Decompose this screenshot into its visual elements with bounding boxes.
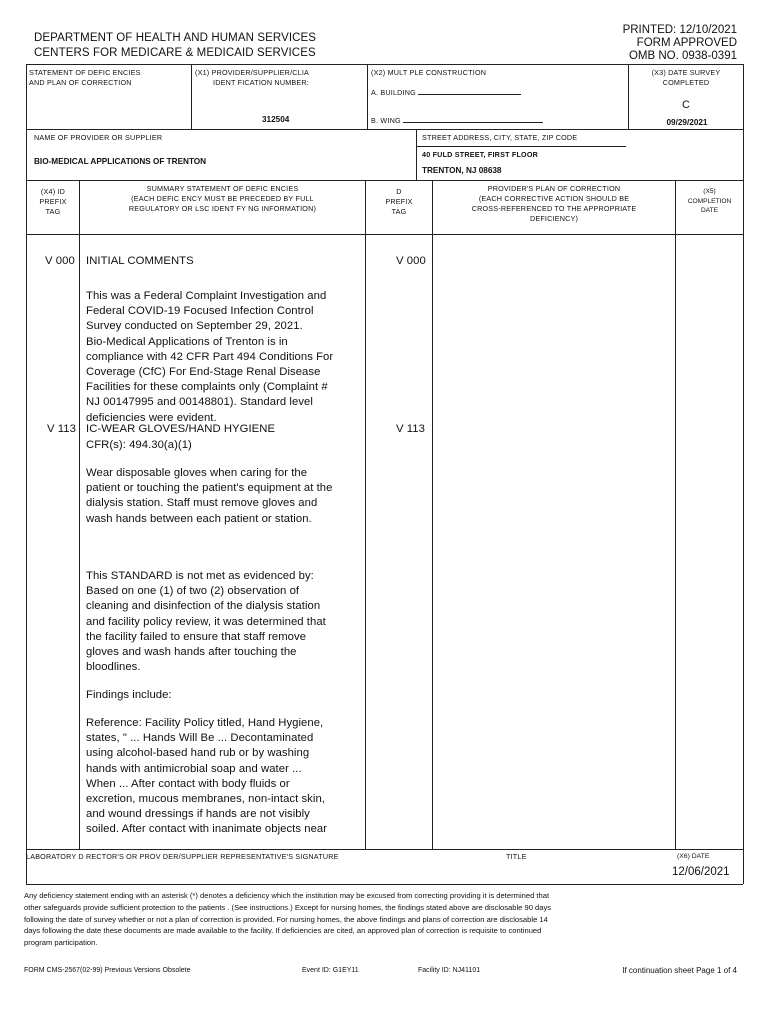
x5-header: (X5) COMPLETION DATE	[687, 188, 732, 214]
department-line: DEPARTMENT OF HEALTH AND HUMAN SERVICES	[34, 32, 317, 44]
tag-v000-left: V 000	[45, 255, 75, 267]
summary-header: SUMMARY STATEMENT OF DEFIC ENCIES (EACH DEFIC ENCY MUST BE PRECEDED BY FULL REGULATORY OR LSC IDENT FY NG INFORMATION)	[128, 184, 317, 213]
grid-line	[79, 180, 80, 849]
x2-label: (X2) MULT PLE CONSTRUCTION	[371, 68, 487, 77]
x3-label: (X3) DATE SURVEY COMPLETED	[651, 68, 721, 87]
grid-line	[675, 180, 676, 849]
grid-line	[26, 234, 743, 235]
event-id: Event ID: G1EY11	[302, 967, 359, 974]
facility-id: Facility ID: NJ41101	[418, 967, 481, 974]
intro-paragraph: This was a Federal Complaint Investigation and Federal COVID-19 Focused Infection Control Survey conducted on September 29, 2021. Bio-Medical Applications of Trenton is in compliance with 42 CFR Part 494 Conditions For Coverage (CfC) For End-Stage Renal Disease Facilities for these complaints only (Complaint # NJ 00147995 and 00148801). Standard level deficiencies were evident.	[86, 290, 334, 424]
form-approval-block	[623, 24, 737, 63]
grid-line	[26, 884, 743, 885]
survey-code: C	[682, 99, 690, 111]
initial-comments-title: INITIAL COMMENTS	[86, 255, 194, 267]
grid-line	[26, 129, 743, 130]
tag-v000-right: V 000	[396, 255, 426, 267]
tag-v113-left: V 113	[47, 423, 76, 435]
standard-paragraph: This STANDARD is not met as evidenced by: Based on one (1) of two (2) observation of cleaning and disinfection of the dialysis station and facility policy review, it was determined that the facility failed to ensure that staff remove gloves and wash hands after touching the bloodlines.	[86, 570, 326, 674]
reference-paragraph: Reference: Facility Policy titled, Hand Hygiene, states, " ... Hands Will Be ... Decontaminated using alcohol-based hand rub or by washing hands with antimicrobial soap and water ... When ... After contact with body fluids or excretion, mucous membranes, non-intact skin, and wound dressings if hands are not visibly soiled. After contact with inanimate objects near	[86, 717, 328, 836]
survey-date: 09/29/2021	[666, 118, 708, 127]
grid-line	[367, 64, 368, 129]
tag-v113-right: V 113	[396, 423, 425, 435]
signature-label: LABORATORY D RECTOR'S OR PROV DER/SUPPLIER REPRESENTATIVE'S SIGNATURE	[26, 852, 339, 861]
grid-line	[416, 146, 626, 147]
grid-line	[26, 180, 743, 181]
grid-line	[416, 129, 417, 180]
signature-date: 12/06/2021	[672, 866, 730, 878]
statement-label: STATEMENT OF DEFIC ENCIES AND PLAN OF CORRECTION	[29, 68, 141, 87]
right-border	[743, 64, 744, 884]
top-border	[26, 64, 743, 65]
address-line1: 40 FULD STREET, FIRST FLOOR	[422, 150, 539, 159]
provider-name: BIO-MEDICAL APPLICATIONS OF TRENTON	[34, 157, 207, 166]
x4-header: (X4) ID PREFIX TAG	[39, 187, 67, 216]
cms-line: CENTERS FOR MEDICARE & MEDICAID SERVICES	[34, 47, 316, 59]
agency-heading	[34, 31, 316, 61]
id-prefix-header: D PREFIX TAG	[385, 187, 413, 216]
x6-date-label: (X6) DATE	[677, 853, 710, 860]
v113-cfr: CFR(s): 494.30(a)(1)	[86, 439, 192, 451]
disclaimer-text: Any deficiency statement ending with an asterisk (*) denotes a deficiency which the institution may be excused from correcting providing it is determined that other safeguards provide sufficient protection to the patients . (See instructions.) Except for nursing homes, the findings stated above are disclosable 90 days following the date of survey whether or not a plan of correction is provided. For nursing homes, the above findings and plans of correction are disclosable 14 days following the date these documents are made available to the facility. If deficiencies are cited, an approved plan of correction is requisite to continued program participation.	[24, 891, 552, 948]
wing-field: B. WING	[371, 113, 543, 126]
grid-line	[432, 180, 433, 849]
x1-label: (X1) PROVIDER/SUPPLIER/CLIA IDENT FICATION NUMBER:	[195, 68, 310, 87]
title-label: TITLE	[506, 852, 527, 861]
grid-line	[628, 64, 629, 129]
address-line2: TRENTON, NJ 08638	[422, 166, 502, 175]
grid-line	[26, 849, 743, 850]
page-indicator: If continuation sheet Page 1 of 4	[622, 966, 737, 975]
address-label: STREET ADDRESS, CITY, STATE, ZIP CODE	[422, 133, 578, 142]
grid-line	[365, 180, 366, 849]
provider-name-label: NAME OF PROVIDER OR SUPPLIER	[34, 133, 163, 142]
v113-title: IC-WEAR GLOVES/HAND HYGIENE	[86, 423, 276, 435]
omb-number: OMB NO. 0938-0391	[628, 50, 737, 62]
grid-line	[191, 64, 192, 129]
clia-number: 312504	[262, 115, 290, 124]
form-number: FORM CMS-2567(02-99) Previous Versions Obsolete	[24, 967, 191, 974]
plan-header: PROVIDER'S PLAN OF CORRECTION (EACH CORRECTIVE ACTION SHOULD BE CROSS-REFERENCED TO THE APPROPRIATE DEFICIENCY)	[471, 184, 637, 223]
form-approved: FORM APPROVED	[636, 37, 737, 49]
findings-label: Findings include:	[86, 689, 172, 701]
printed-date: PRINTED: 12/10/2021	[622, 24, 737, 36]
gloves-paragraph: Wear disposable gloves when caring for the patient or touching the patient's equipment at the dialysis station. Staff must remove gloves and wash hands between each patient or station.	[86, 467, 333, 525]
building-field: A. BUILDING	[371, 85, 521, 98]
